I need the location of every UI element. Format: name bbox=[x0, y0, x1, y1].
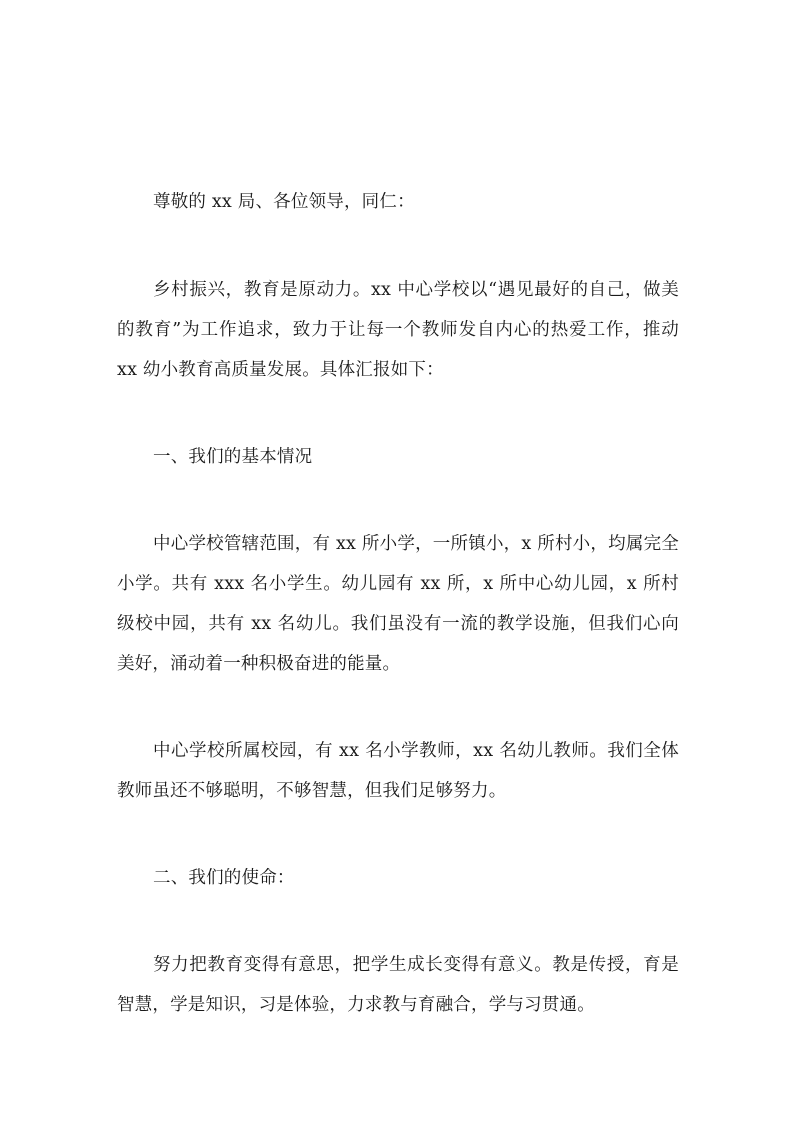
spacer bbox=[117, 898, 679, 945]
spacer bbox=[117, 477, 679, 524]
basic-info-paragraph: 中心学校管辖范围，有 xx 所小学，一所镇小，x 所村小，均属完全小学。共有 xxx 名小学生。幼儿园有 xx 所，x 所中心幼儿园，x 所村级校中园，共有 xx 名幼儿。我们虽没有一流的教学设施，但我们心向美好，涌动着一种积极奋进的能量。 bbox=[117, 534, 679, 674]
spacer bbox=[117, 811, 679, 858]
mission-paragraph: 努力把教育变得有意思，把学生成长变得有意义。教是传授，育是智慧，学是知识，习是体验，力求教与育融合，学与习贯通。 bbox=[117, 955, 679, 1015]
spacer bbox=[117, 684, 679, 731]
spacer bbox=[117, 390, 679, 437]
document-body bbox=[117, 182, 679, 1025]
section-heading-mission: 二、我们的使命： bbox=[153, 868, 295, 888]
teachers-paragraph: 中心学校所属校园，有 xx 名小学教师，xx 名幼儿教师。我们全体教师虽还不够聪明，不够智慧，但我们足够努力。 bbox=[117, 741, 679, 801]
intro-paragraph: 乡村振兴，教育是原动力。xx 中心学校以“遇见最好的自己，做美的教育”为工作追求，致力于让每一个教师发自内心的热爱工作，推动 xx 幼小教育高质量发展。具体汇报如下： bbox=[117, 280, 679, 380]
spacer bbox=[117, 246, 679, 270]
section-heading-basic-info: 一、我们的基本情况 bbox=[153, 447, 313, 467]
salutation: 尊敬的 xx 局、各位领导，同仁： bbox=[153, 192, 415, 212]
